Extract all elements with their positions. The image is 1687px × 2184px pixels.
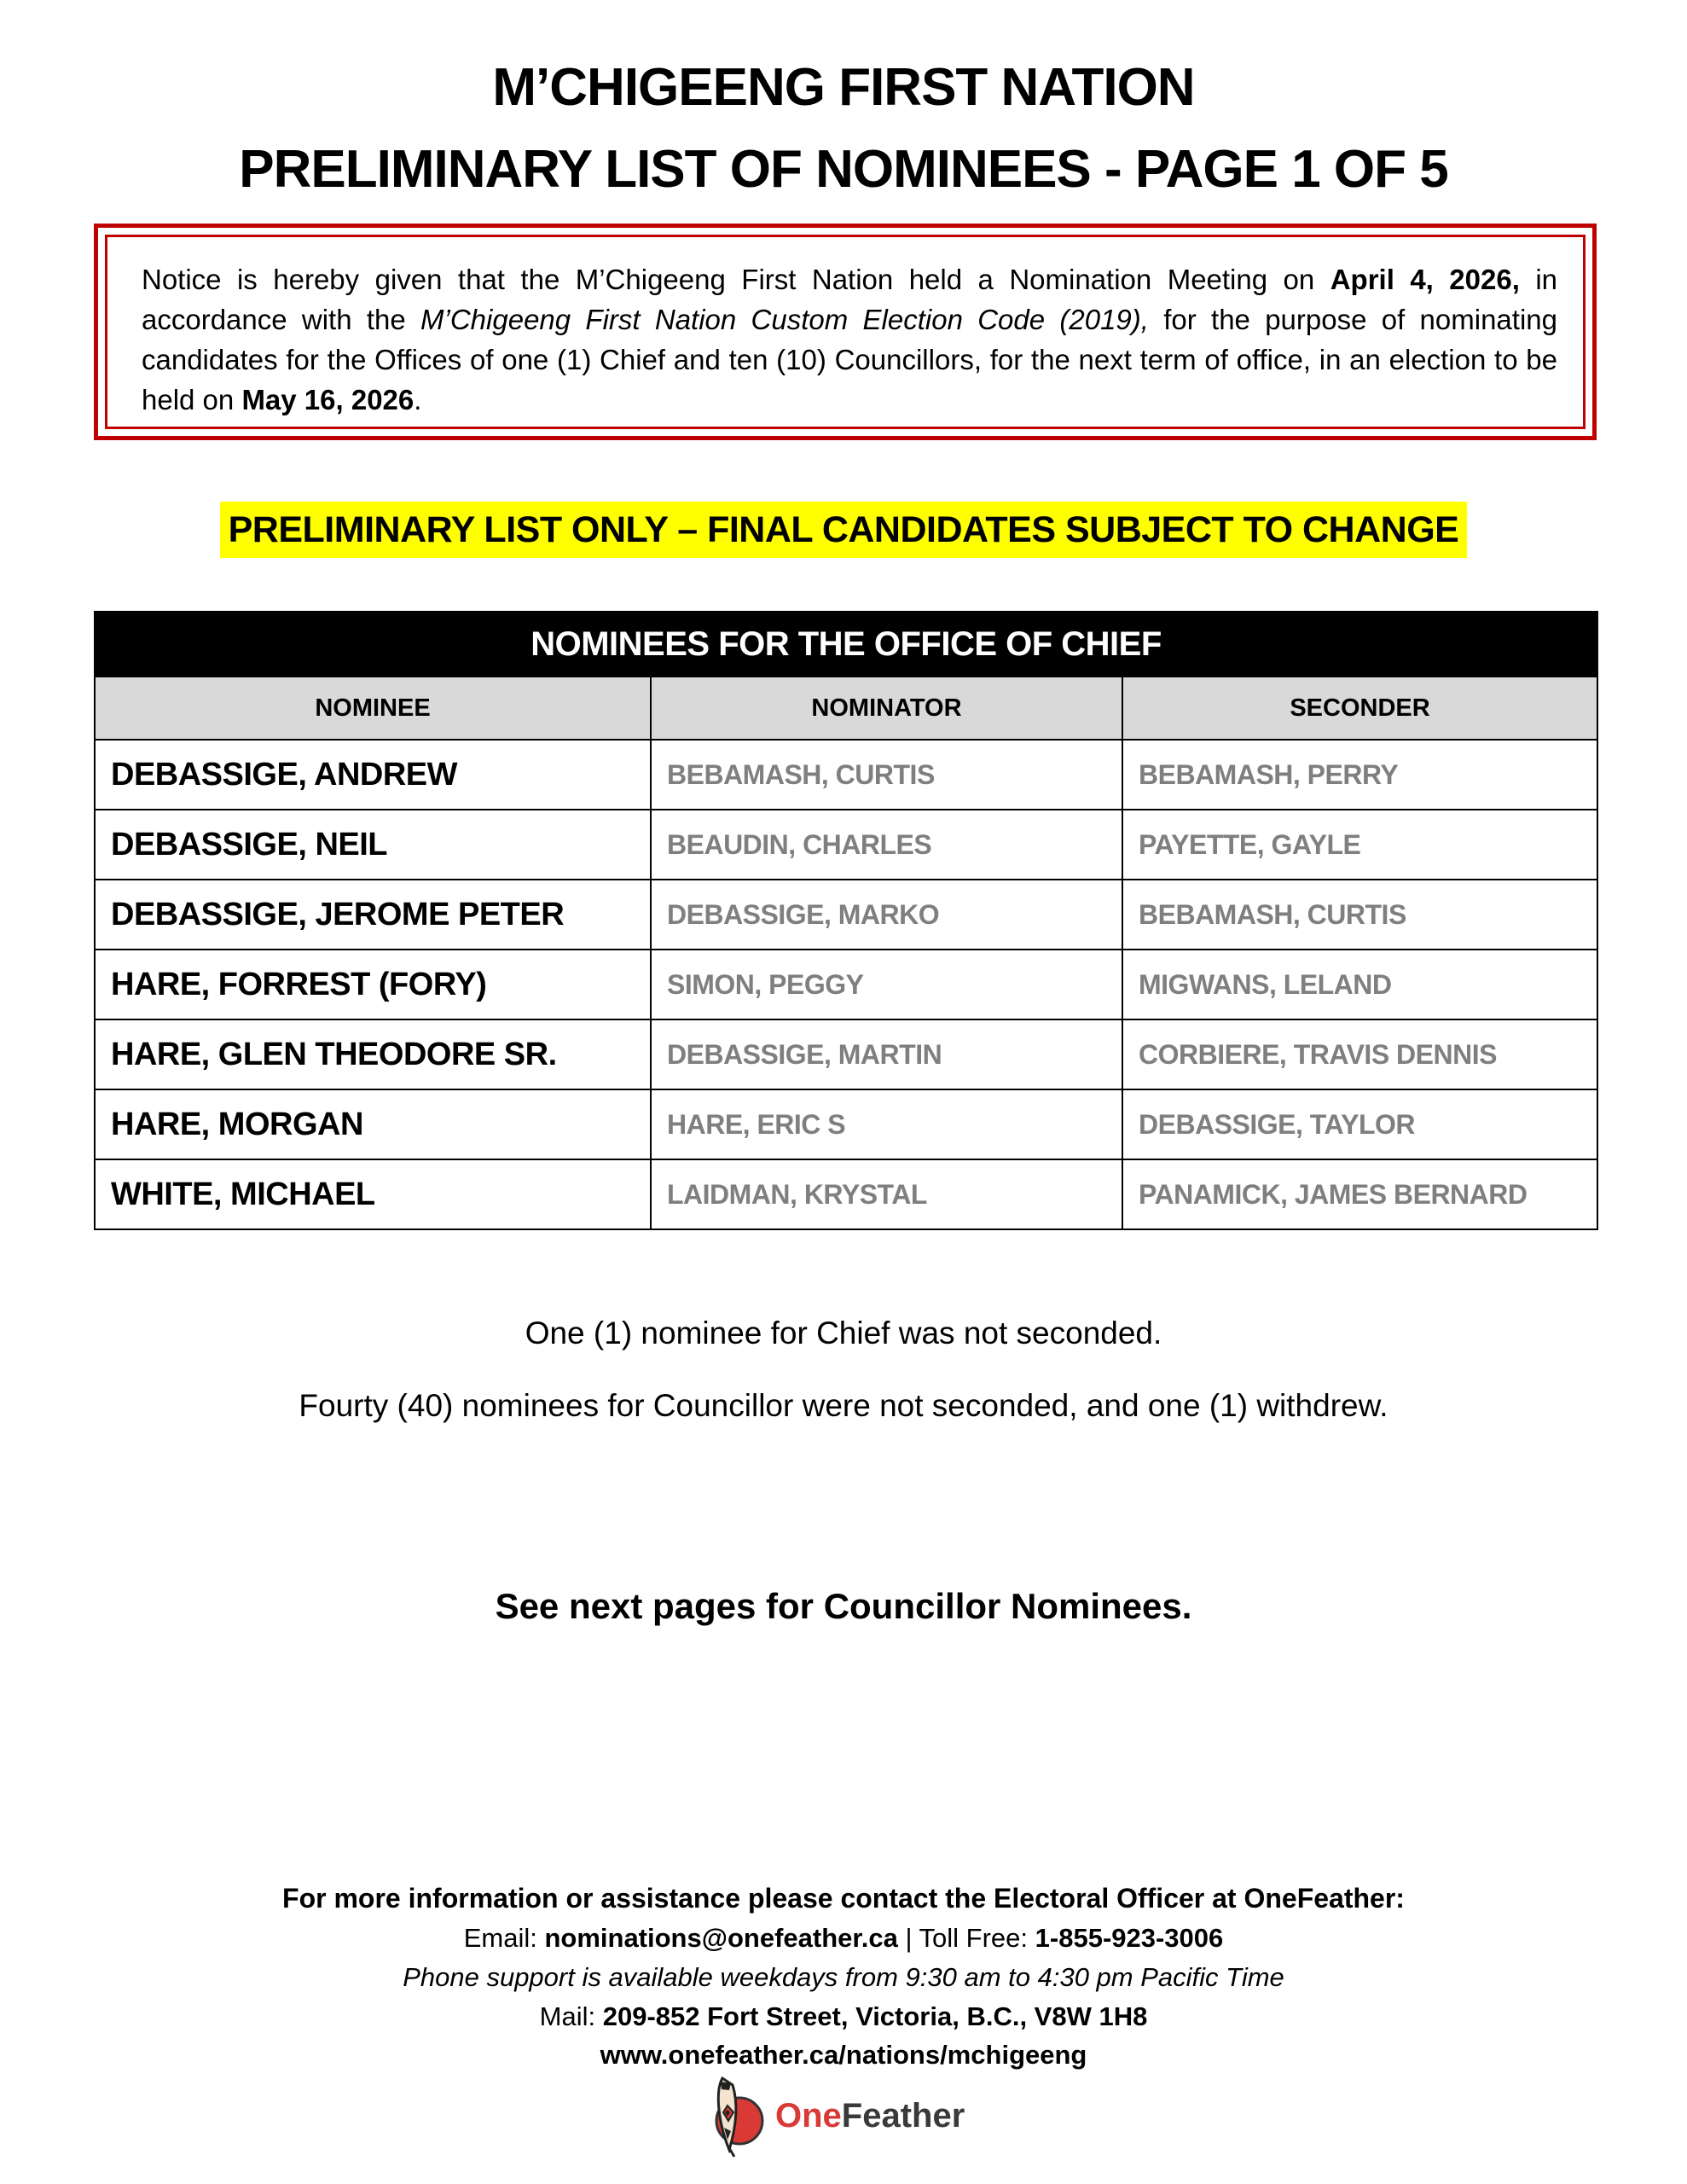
- seconder-cell: PANAMICK, JAMES BERNARD: [1122, 1159, 1597, 1229]
- mail-address: 209-852 Fort Street, Victoria, B.C., V8W 1H8: [602, 2001, 1148, 2031]
- contact-mail-line: [0, 2003, 1687, 2030]
- onefeather-logo: [710, 2069, 965, 2163]
- nominator-cell: BEAUDIN, CHARLES: [651, 810, 1122, 880]
- table-caption-row: [95, 612, 1597, 677]
- nominee-cell: WHITE, MICHAEL: [95, 1159, 651, 1229]
- seconder-cell: BEBAMASH, PERRY: [1122, 740, 1597, 810]
- seconder-cell: MIGWANS, LELAND: [1122, 950, 1597, 1019]
- preliminary-banner-wrap: [0, 502, 1687, 558]
- notice-text: [105, 235, 1586, 429]
- chief-unseconded-note: One (1) nominee for Chief was not seconded.: [525, 1316, 1162, 1350]
- website-link[interactable]: www.onefeather.ca/nations/mchigeeng: [600, 2040, 1087, 2070]
- table-row: [95, 880, 1597, 950]
- onefeather-wordmark: [775, 2097, 965, 2135]
- meeting-date: April 4, 2026,: [1330, 264, 1520, 295]
- mail-label: Mail:: [539, 2001, 603, 2031]
- column-header-seconder: SECONDER: [1122, 677, 1597, 740]
- notice-box: [94, 224, 1597, 440]
- table-header-row: [95, 677, 1597, 740]
- nominator-cell: SIMON, PEGGY: [651, 950, 1122, 1019]
- feather-circle-logo-icon: [710, 2073, 765, 2158]
- election-code-name: M’Chigeeng First Nation Custom Election Code (2019),: [420, 304, 1149, 335]
- document-title: M’CHIGEENG FIRST NATION: [492, 58, 1195, 117]
- phone-support-hours: Phone support is available weekdays from 9:30 am to 4:30 pm Pacific Time: [403, 1962, 1284, 1992]
- seconder-cell: PAYETTE, GAYLE: [1122, 810, 1597, 880]
- nominator-cell: HARE, ERIC S: [651, 1089, 1122, 1159]
- notice-text-part: .: [414, 384, 422, 415]
- table-row: [95, 1089, 1597, 1159]
- nominator-cell: DEBASSIGE, MARKO: [651, 880, 1122, 950]
- notice-text-part: for the purpose of nominating candidates for the Offices of one (1) Chief and ten (10) Councillors, for the next term of office, in an election to be held on: [142, 304, 1557, 415]
- election-date: May 16, 2026: [241, 384, 415, 415]
- seconder-cell: CORBIERE, TRAVIS DENNIS: [1122, 1019, 1597, 1089]
- email-label: Email:: [463, 1923, 545, 1953]
- tollfree-label: Toll Free:: [919, 1923, 1035, 1953]
- document-subtitle: PRELIMINARY LIST OF NOMINEES - PAGE 1 OF 5: [239, 140, 1448, 199]
- notice-text-part: in accordance with the: [142, 264, 1558, 335]
- nominee-cell: DEBASSIGE, NEIL: [95, 810, 651, 880]
- wordmark-feather: Feather: [841, 2096, 965, 2135]
- chief-nominees-table: [94, 611, 1598, 1230]
- nominee-cell: DEBASSIGE, ANDREW: [95, 740, 651, 810]
- notice-text-part: Notice is hereby given that the M’Chigeeng First Nation held a Nomination Meeting on: [142, 264, 1330, 295]
- seconder-cell: DEBASSIGE, TAYLOR: [1122, 1089, 1597, 1159]
- nominee-cell: DEBASSIGE, JEROME PETER: [95, 880, 651, 950]
- column-header-nominator: NOMINATOR: [651, 677, 1122, 740]
- email-link[interactable]: nominations@onefeather.ca: [544, 1923, 898, 1953]
- tollfree-number[interactable]: 1-855-923-3006: [1035, 1923, 1224, 1953]
- table-row: [95, 1159, 1597, 1229]
- table-caption: NOMINEES FOR THE OFFICE OF CHIEF: [95, 612, 1597, 677]
- table-row: [95, 950, 1597, 1019]
- wordmark-one: One: [775, 2096, 842, 2135]
- contact-email-line: [0, 1925, 1687, 1951]
- contact-separator: |: [897, 1923, 919, 1953]
- nominator-cell: BEBAMASH, CURTIS: [651, 740, 1122, 810]
- table-row: [95, 1019, 1597, 1089]
- nominee-cell: HARE, FORREST (FORY): [95, 950, 651, 1019]
- table-row: [95, 810, 1597, 880]
- column-header-nominee: NOMINEE: [95, 677, 651, 740]
- nominee-cell: HARE, GLEN THEODORE SR.: [95, 1019, 651, 1089]
- contact-heading: For more information or assistance please contact the Electoral Officer at OneFeather:: [282, 1883, 1405, 1914]
- table-row: [95, 740, 1597, 810]
- nominator-cell: LAIDMAN, KRYSTAL: [651, 1159, 1122, 1229]
- see-next-pages-note: See next pages for Councillor Nominees.: [495, 1586, 1192, 1626]
- preliminary-banner: PRELIMINARY LIST ONLY – FINAL CANDIDATES SUBJECT TO CHANGE: [220, 502, 1468, 558]
- nominee-cell: HARE, MORGAN: [95, 1089, 651, 1159]
- councillor-unseconded-note: Fourty (40) nominees for Councillor were not seconded, and one (1) withdrew.: [299, 1388, 1388, 1423]
- nominator-cell: DEBASSIGE, MARTIN: [651, 1019, 1122, 1089]
- seconder-cell: BEBAMASH, CURTIS: [1122, 880, 1597, 950]
